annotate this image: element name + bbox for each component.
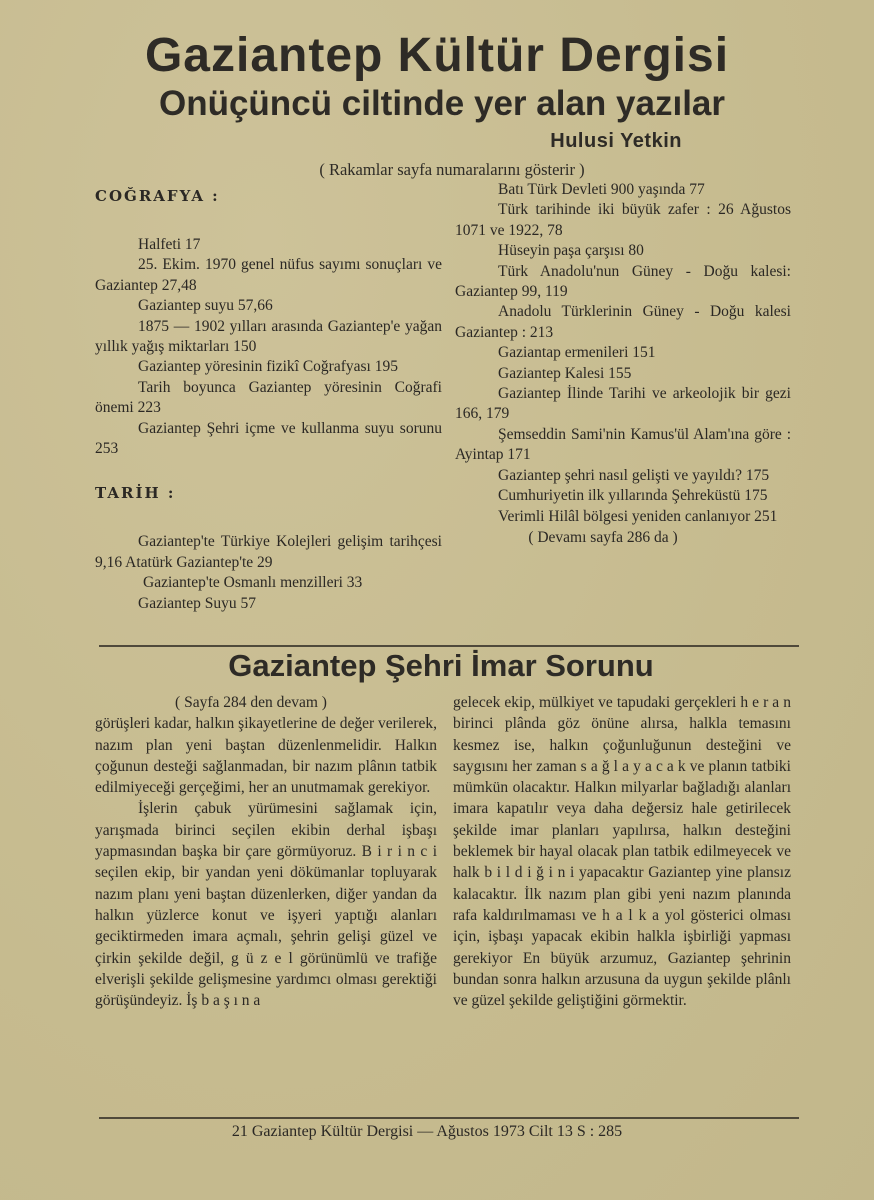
index-entry: 25. Ekim. 1970 genel nüfus sayımı sonuçları ve Gaziantep 27,48 [95,256,442,294]
author-name: Hulusi Yetkin [550,130,682,152]
index-entry: Gaziantep'te Türkiye Kolejleri gelişim tarihçesi 9,16 Atatürk Gaziantep'te 29 [95,533,442,571]
index-entry: Batı Türk Devleti 900 yaşında 77 [498,181,705,198]
article-title: Gaziantep Şehri İmar Sorunu [228,648,654,683]
index-entry: 1875 — 1902 yılları arasında Gaziantep'e yağan yıllık yağış miktarları 150 [95,317,442,356]
index-entry: Cumhuriyetin ilk yıllarında Şehreküstü 175 [498,487,768,505]
continued-note: ( Devamı sayfa 286 da ) [528,528,678,546]
index-entry: Gaziantep yöresinin fizikî Coğrafyası 195 [138,358,398,376]
index-entry: Gaziantep Suyu 57 [138,594,256,612]
page-footer: 21 Gaziantep Kültür Dergisi — Ağustos 1973 Cilt 13 S : 285 [231,1123,623,1140]
magazine-title: Gaziantep Kültür Dergisi [144,29,730,82]
section-heading-tarih: TARİH : [95,484,176,503]
index-entry: Hüseyin paşa çarşısı 80 [498,242,644,260]
index-entry: Türk Anadolu'nun Güney - Doğu kalesi: Gaziantep 99, 119 [455,262,791,301]
index-entry: Şemseddin Sami'nin Kamus'ül Alam'ına göre : Ayintap 171 [455,425,791,464]
index-left-column [95,180,442,614]
index-entry: Anadolu Türklerinin Güney - Doğu kalesi Gaziantep : 213 [455,303,791,341]
page-number-note: ( Rakamlar sayfa numaralarını gösterir ) [319,160,585,179]
index-entry: Gaziantep şehri nasıl gelişti ve yayıldı? 175 [498,466,770,484]
index-entry: Gaziantep İlinde Tarihi ve arkeolojik bir gezi 166, 179 [455,385,791,423]
index-entry: Türk tarihinde iki büyük zafer : 26 Ağustos 1071 ve 1922, 78 [455,201,791,239]
index-subtitle: Onüçüncü ciltinde yer alan yazılar [158,84,725,123]
index-entry: Tarih boyunca Gaziantep yöresinin Coğrafi önemi 223 [95,378,442,417]
footer-rule [99,1117,799,1119]
spacer [95,514,442,532]
article-paragraph: görüşleri kadar, halkın şikayetlerine de değer verilerek, nazım plan yeni baştan düzenlenmelidir. Halkın çoğunun desteği sağlanmadan, bir nazım plânın tatbik edilmiyeceği gerçeğimi, her an unutmamak gerekiyor. [95,715,437,797]
article-paragraph: gelecek ekip, mülkiyet ve tapudaki gerçekleri h e r a n birinci plânda göz önüne alırsa, halkla temasını kesmez ise, halkın çoğunluğunun desteğini ve saygısını her zaman s a ğ l a y a c a k ve planın tatbiki mümkün olacaktır. Halkın milyarlar bağladığı alanları imara kapatılır veya daha değersiz hale getirilecek şekilde imar planları yapılırsa, halkın desteğini beklemek bir hayal olacak plan tatbik edilmeyecek ve halk b i l d i ğ i n i yapacaktır Gaziantep yine plansız kalacaktır. İlk nazım plan gibi yeni nazım planında rafa kaldırılmaması ve h a l k a yol gösterici olması için, işbaşı yapacak ekibin halkla işbirliği yapması gerekiyor En büyük arzumuz, Gaziantep şehrinin bundan sonra halkın arzusuna da uygun şekilde plânlı ve güzel şekilde geliştiğini görmektir. [453,694,791,1010]
article-right-column [453,692,791,1011]
index-entry: Halfeti 17 [138,236,201,253]
index-entry: Gaziantep Kalesi 155 [498,364,632,382]
continued-from-note: ( Sayfa 284 den devam ) [175,694,327,711]
index-entry: Gaziantap ermenileri 151 [498,344,656,362]
index-entry: Gaziantep'te Osmanlı menzilleri 33 [143,574,363,592]
article-left-column [95,692,437,1011]
index-right-column [455,180,791,548]
spacer [95,459,442,477]
index-entry: Verimli Hilâl bölgesi yeniden canlanıyor 251 [498,507,778,525]
index-entry: Gaziantep suyu 57,66 [138,297,273,315]
article-paragraph: İşlerin çabuk yürümesini sağlamak için, yarışmada birinci seçilen ekibin derhal işbaşı yapmasından başka bir çare görmüyoruz. B i r i n c i seçilen ekip, bir yandan yeni dökümanlar topluyarak nazım planı yeni baştan düzenlerken, diğer yandan da halkın yüzlerce konut ve işyeri yaptığı alanları geciktirmeden imara açmalı, şehrin gelişi güzel ve çirkin şekilde değil, g ü z e l görünümlü ve trafiğe elverişli şekilde gelişmesine yardımcı olması gerektiği görüşündeyiz. İş b a ş ı n a [95,800,437,1010]
section-heading-cografya: COĞRAFYA : [95,187,220,205]
index-entry: Gaziantep Şehri içme ve kullanma suyu sorunu 253 [95,419,442,458]
spacer [95,217,442,235]
divider-rule [99,645,799,647]
